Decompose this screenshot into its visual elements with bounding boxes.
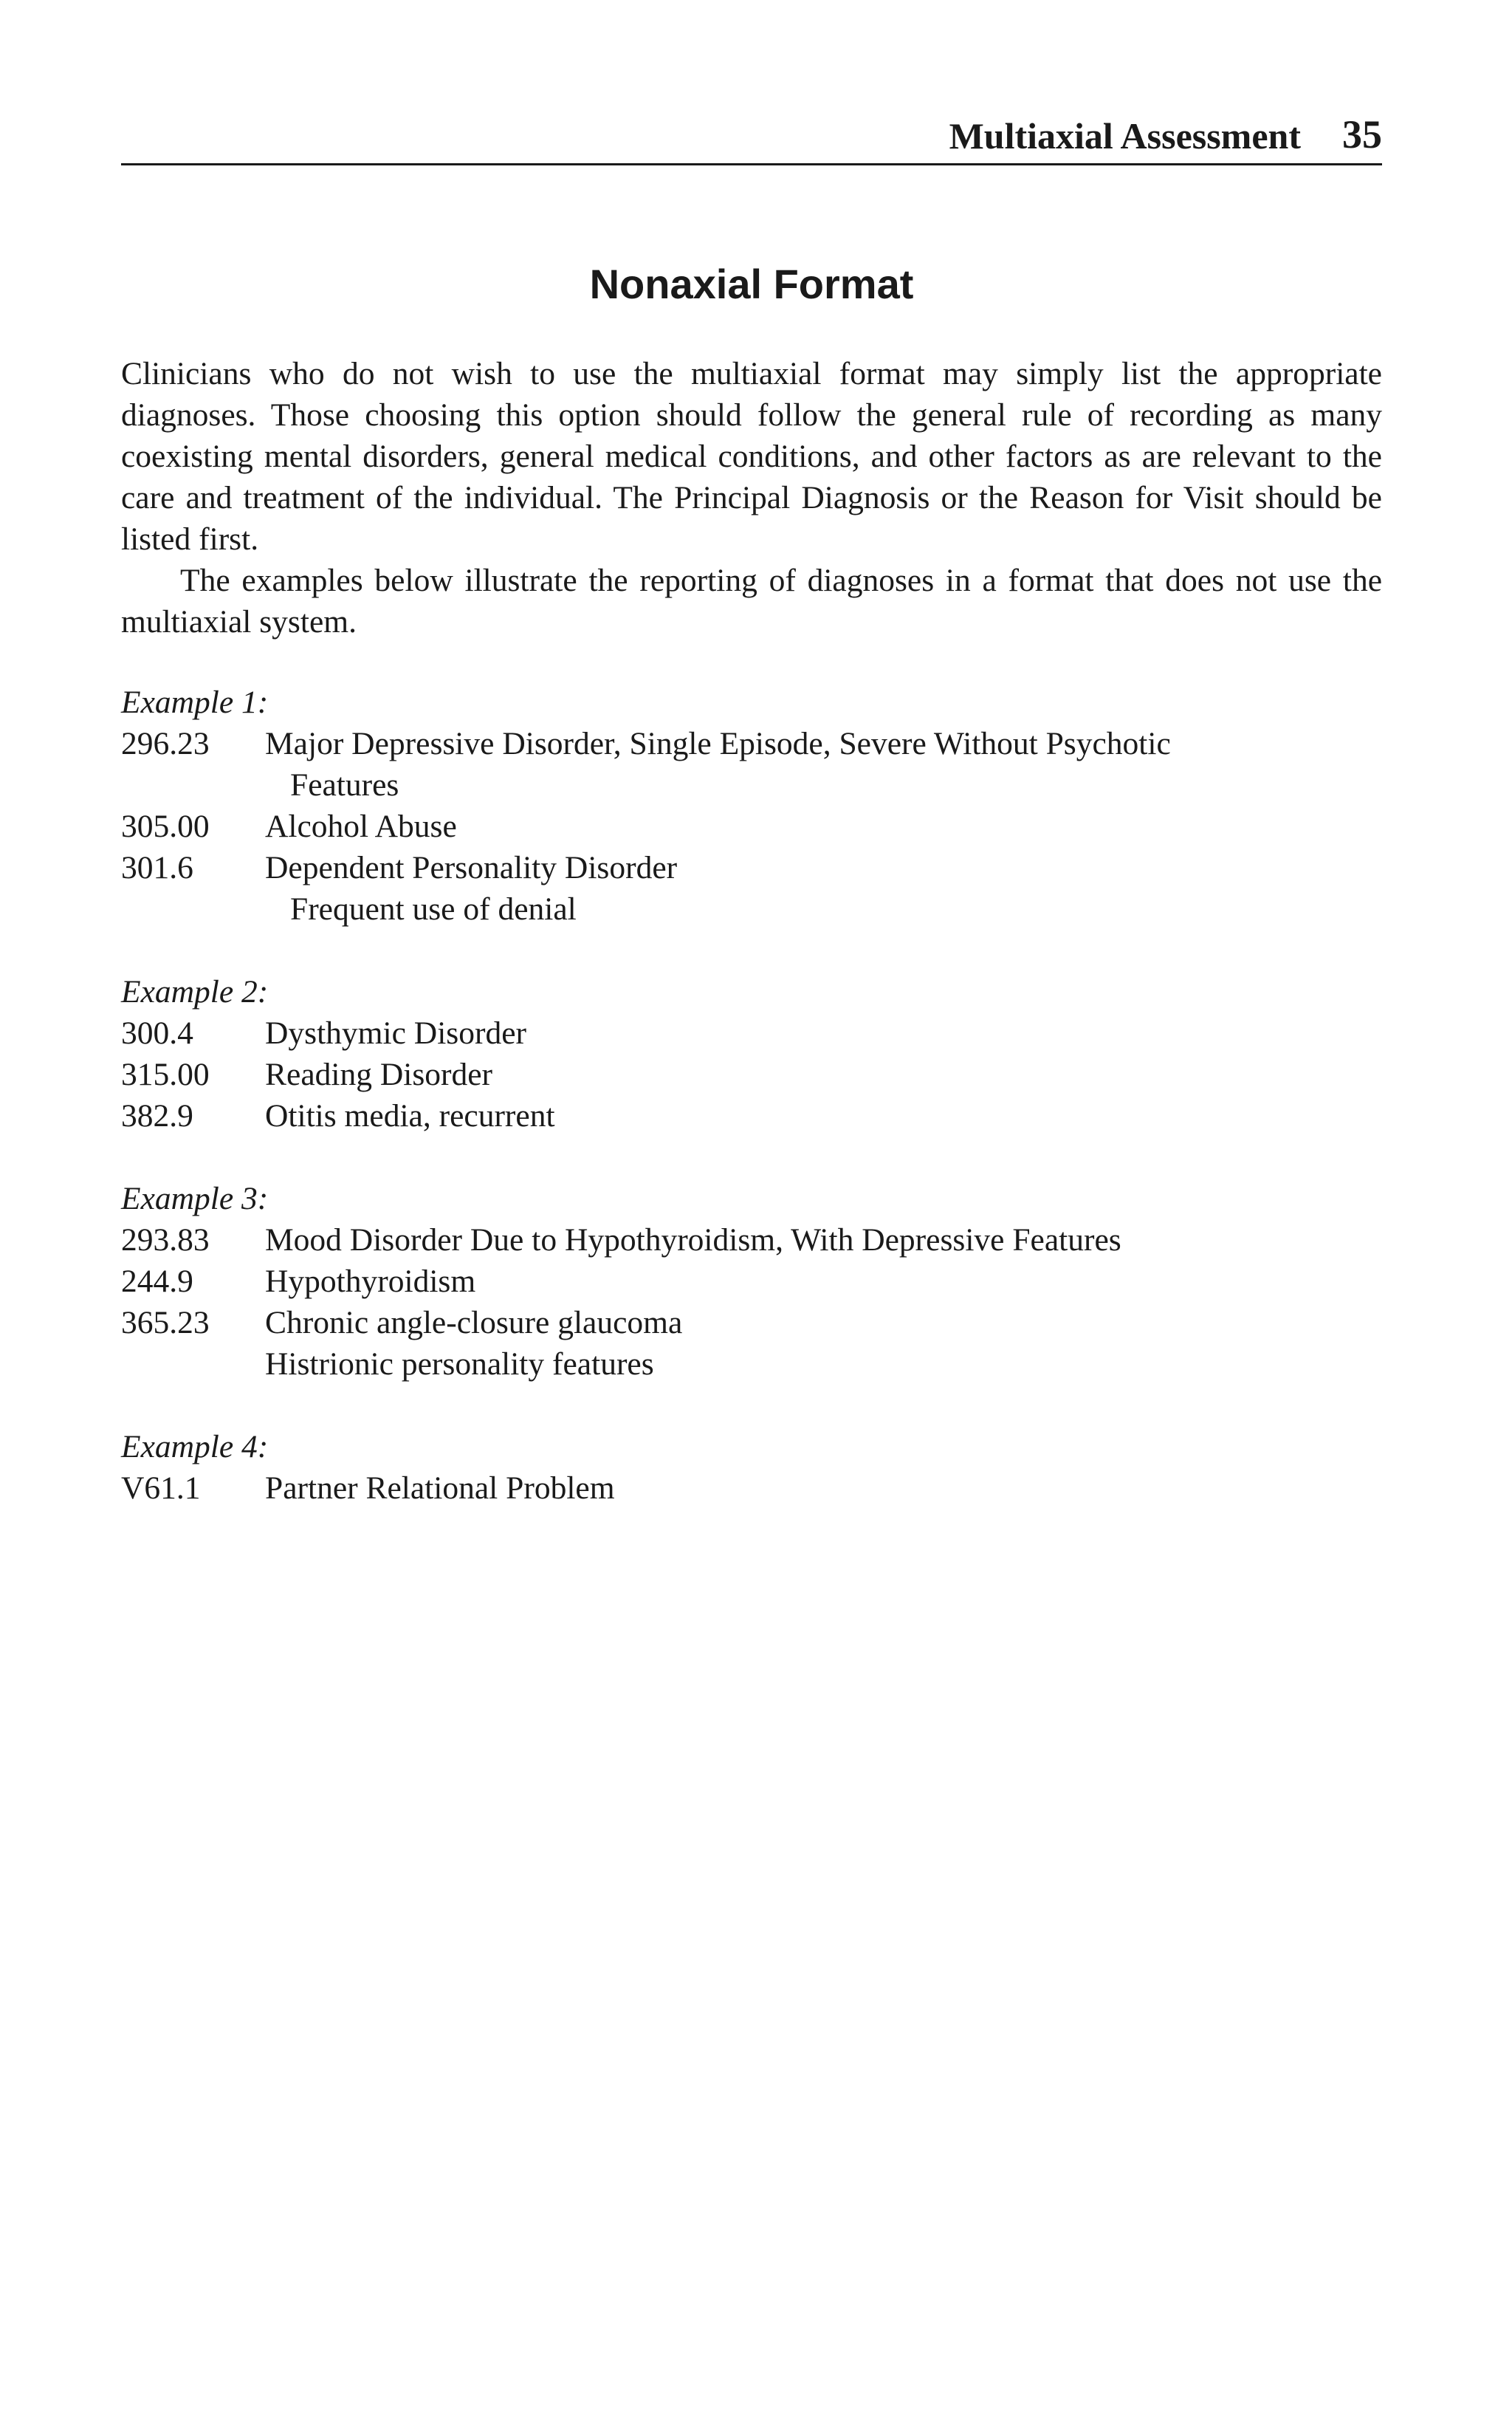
example-label: Example 3: [121,1181,269,1216]
diagnosis-code: V61.1 [121,1470,201,1506]
diagnosis-code: 315.00 [121,1057,210,1092]
diagnosis-code: 382.9 [121,1098,193,1134]
diagnosis-text: Histrionic personality features [265,1346,654,1382]
example-label: Example 4: [121,1429,269,1464]
diagnosis-code: 365.23 [121,1305,210,1340]
diagnosis-text: Mood Disorder Due to Hypothyroidism, With Depressive Features [265,1222,1121,1258]
diagnosis-text: Reading Disorder [265,1057,493,1092]
paragraph: Clinicians who do not wish to use the multiaxial format may simply list the appropriate diagnoses. Those choosing this option should follow the general rule of recording as many coexisting mental disorders, general medical conditions, and other factors as are relevant to the care and treatment of the individual. The Principal Diagnosis or the Reason for Visit should be listed first. [121,356,1382,557]
diagnosis-code: 244.9 [121,1264,193,1299]
diagnosis-text: Chronic angle-closure glaucoma [265,1305,683,1340]
diagnosis-desc [265,847,1382,930]
example-label: Example 1: [121,685,269,720]
example-2 [121,971,1382,1137]
diagnosis-continuation: Features [290,767,399,803]
example-label: Example 2: [121,974,269,1010]
diagnosis-code: 301.6 [121,850,193,885]
diagnosis-text: Alcohol Abuse [265,809,457,844]
diagnosis-code: 293.83 [121,1222,210,1258]
diagnosis-text: Otitis media, recurrent [265,1098,555,1134]
section-title: Nonaxial Format [589,261,914,307]
examples [121,682,1382,1550]
diagnosis-entry [121,723,1382,806]
body-text [121,353,1382,642]
diagnosis-text: Hypothyroidism [265,1264,476,1299]
diagnosis-desc [265,723,1382,806]
diagnosis-text: Major Depressive Disorder, Single Episode, Severe Without Psychotic [265,726,1171,761]
diagnosis-entry [121,1054,1382,1095]
diagnosis-entry [121,1302,1382,1343]
diagnosis-entry [121,806,1382,847]
diagnosis-entry [121,1012,1382,1054]
diagnosis-entry [121,1467,1382,1509]
diagnosis-entry [121,1095,1382,1137]
running-title: Multiaxial Assessment [949,115,1301,157]
diagnosis-code: 305.00 [121,809,210,844]
diagnosis-code [121,1343,265,1385]
diagnosis-code: 300.4 [121,1015,193,1051]
diagnosis-text: Partner Relational Problem [265,1470,615,1506]
paragraph: The examples below illustrate the reporting of diagnoses in a format that does not use the multiaxial system. [121,563,1382,640]
example-3 [121,1178,1382,1385]
example-4 [121,1426,1382,1509]
page [121,0,1382,2409]
diagnosis-text: Dependent Personality Disorder [265,850,678,885]
diagnosis-code: 296.23 [121,726,210,761]
diagnosis-continuation: Frequent use of denial [290,891,577,927]
diagnosis-entry [121,1219,1382,1261]
example-1 [121,682,1382,930]
diagnosis-entry [121,847,1382,930]
diagnosis-text: Dysthymic Disorder [265,1015,526,1051]
running-header [121,111,1382,165]
page-number: 35 [1342,112,1382,157]
diagnosis-entry [121,1343,1382,1385]
diagnosis-entry [121,1261,1382,1302]
